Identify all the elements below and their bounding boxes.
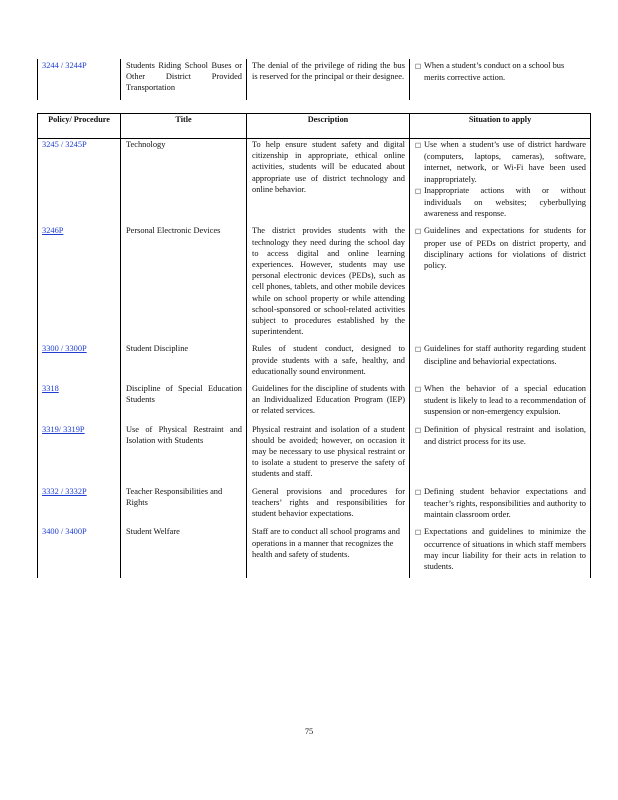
policy-ref-cell bbox=[38, 486, 121, 527]
table-row bbox=[38, 139, 591, 226]
description-cell: The district provides students with the technology they need during the school day to access digital and online learning experiences. However, students may use personal electronic devices (PEDs), such as cell phones, tablets, and other mobile devices while on school property or while attending school-sponsored or school-related activities subject to procedures established by the superintendent. bbox=[247, 225, 410, 343]
column-header-description: Description bbox=[247, 114, 410, 139]
table-header-row bbox=[38, 114, 591, 139]
description-cell: Physical restraint and isolation of a student should be avoided; however, on occasion it may be necessary to use physical restraint or to isolate a student to preserve the safety of students and staff. bbox=[247, 424, 410, 486]
situation-item: □ When a student’s conduct on a school bus merits corrective action. bbox=[415, 60, 587, 83]
table-row bbox=[38, 424, 591, 486]
situation-item: □ Expectations and guidelines to minimize the occurrence of situations in which staff members may incur liability for their acts in relation to students. bbox=[415, 526, 586, 572]
policy-ref-cell bbox=[38, 424, 121, 486]
title-cell: Student Welfare bbox=[121, 526, 247, 578]
title-cell: Discipline of Special Education Students bbox=[121, 383, 247, 424]
title-cell: Use of Physical Restraint and Isolation with Students bbox=[121, 424, 247, 486]
situation-cell bbox=[410, 526, 591, 578]
situation-cell bbox=[410, 486, 591, 527]
table-row bbox=[38, 225, 591, 343]
policy-link[interactable]: 3245 / 3245P bbox=[42, 140, 87, 149]
description-cell: The denial of the privilege of riding the bus is reserved for the principal or their designee. bbox=[247, 59, 410, 100]
situation-cell bbox=[410, 383, 591, 424]
policy-ref: 3244 / 3244P bbox=[42, 61, 87, 70]
description-cell: General provisions and procedures for teachers’ rights and responsibilities for student behavior expectations. bbox=[247, 486, 410, 527]
policy-ref-cell bbox=[38, 526, 121, 578]
table-row bbox=[38, 59, 591, 100]
table-row bbox=[38, 343, 591, 383]
column-header-situation: Situation to apply bbox=[410, 114, 591, 139]
description-cell: Rules of student conduct, designed to provide students with a safe, healthy, and educationally sound environment. bbox=[247, 343, 410, 383]
policy-link[interactable]: 3332 / 3332P bbox=[42, 486, 87, 496]
column-header-policy: Policy/ Procedure bbox=[38, 114, 121, 139]
situation-cell bbox=[410, 139, 591, 226]
table-row bbox=[38, 526, 591, 578]
policy-link[interactable]: 3318 bbox=[42, 384, 59, 394]
situation-item: □ When the behavior of a special education student is likely to lead to a recommendation of suspension or non-emergency expulsion. bbox=[415, 383, 586, 418]
situation-cell bbox=[410, 225, 591, 343]
table-row bbox=[38, 486, 591, 527]
policy-ref-cell bbox=[38, 59, 121, 100]
policy-ref: 3400 / 3400P bbox=[42, 527, 87, 537]
policy-ref-cell bbox=[38, 139, 121, 226]
situation-item: □ Guidelines and expectations for students for proper use of PEDs on district property, and disciplinary actions for violations of district policy. bbox=[415, 225, 586, 271]
situation-item: □ Definition of physical restraint and isolation, and district process for its use. bbox=[415, 424, 586, 447]
column-header-title: Title bbox=[121, 114, 247, 139]
description-cell: To help ensure student safety and digital citizenship in appropriate, ethical online activities, students will be educated about appropriate use of district technology and online behavior. bbox=[247, 139, 410, 226]
title-cell: Students Riding School Buses or Other District Provided Transportation bbox=[121, 59, 247, 100]
policy-ref-cell bbox=[38, 225, 121, 343]
situation-item: □ Inappropriate actions with or without individuals on websites; cyberbullying awareness and response. bbox=[415, 185, 586, 220]
policy-link[interactable]: 3246P bbox=[42, 226, 64, 236]
title-cell: Technology bbox=[121, 139, 247, 226]
table-row bbox=[38, 383, 591, 424]
policy-ref-cell bbox=[38, 383, 121, 424]
title-cell: Personal Electronic Devices bbox=[121, 225, 247, 343]
situation-cell bbox=[410, 343, 591, 383]
policy-table bbox=[37, 113, 591, 578]
description-cell: Staff are to conduct all school programs and operations in a manner that recognizes the health and safety of students. bbox=[247, 526, 410, 578]
situation-item: □ Guidelines for staff authority regarding student discipline and behaviorial expectations. bbox=[415, 343, 586, 366]
policy-link[interactable]: 3300 / 3300P bbox=[42, 344, 87, 354]
situation-cell bbox=[410, 424, 591, 486]
description-cell: Guidelines for the discipline of students with an Individualized Education Program (IEP) or related services. bbox=[247, 383, 410, 424]
title-cell: Teacher Responsibilities and Rights bbox=[121, 486, 247, 527]
policy-link[interactable]: 3319/ 3319P bbox=[42, 424, 85, 434]
title-cell: Student Discipline bbox=[121, 343, 247, 383]
policy-ref-cell bbox=[38, 343, 121, 383]
continued-policy-table bbox=[37, 59, 591, 100]
situation-cell bbox=[410, 59, 591, 100]
situation-item: □ Defining student behavior expectations and teacher’s rights, responsibilities and authority to maintain classroom order. bbox=[415, 486, 586, 521]
page-number: 75 bbox=[304, 727, 314, 736]
situation-item: □ Use when a student’s use of district hardware (computers, laptops, cameras), software, internet, network, or Wi-Fi have been used inappropriately. bbox=[415, 139, 586, 185]
